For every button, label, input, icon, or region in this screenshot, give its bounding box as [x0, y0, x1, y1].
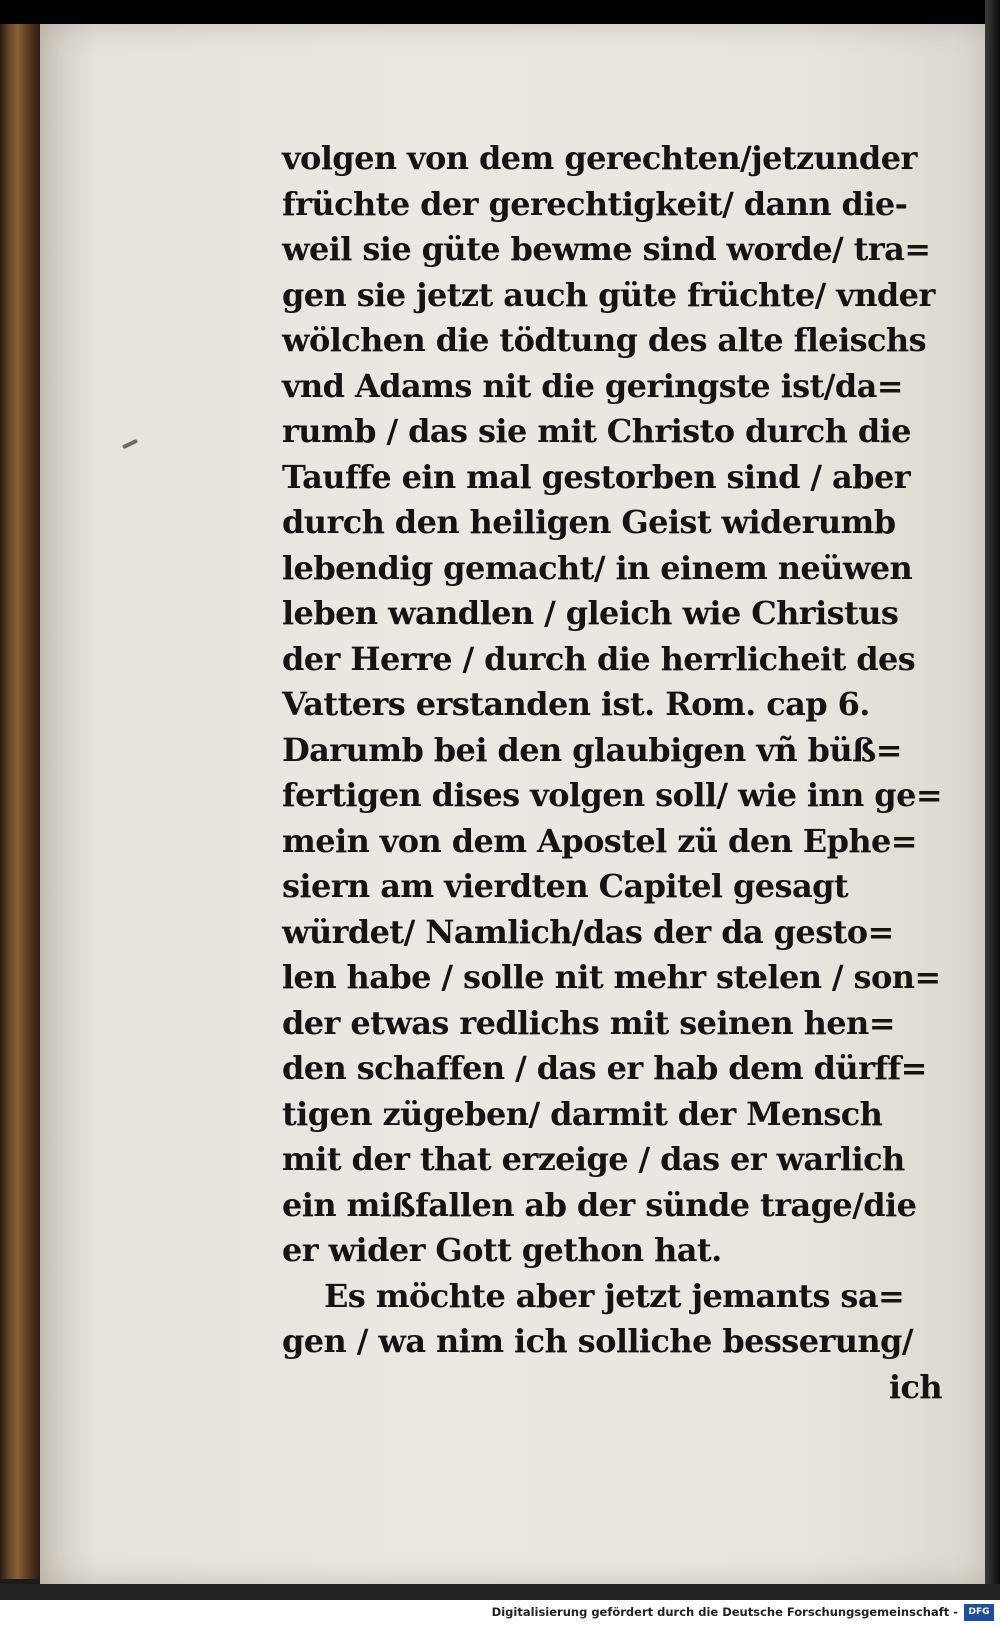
text-line: gen sie jetzt auch güte früchte/ vnder [282, 275, 935, 314]
text-line: durch den heiligen Geist widerumb [282, 503, 896, 541]
catchword: ich [888, 1367, 942, 1406]
margin-mark [122, 439, 138, 449]
right-page-edge [985, 0, 1000, 1628]
text-line: er wider Gott gethon hat. [282, 1231, 722, 1269]
text-line: volgen von dem gerechten/jetzunder [282, 139, 917, 177]
text-line: weil sie güte bewme sind worde/ tra= [282, 230, 931, 268]
text-line: Darumb bei den glaubigen vñ büß= [282, 730, 902, 769]
text-line: len habe / solle nit mehr stelen / son= [282, 958, 941, 996]
text-line: Vatters erstanden ist. Rom. cap 6. [282, 685, 870, 723]
text-line: tigen zügeben/ darmit der Mensch [282, 1094, 883, 1133]
text-line: der etwas redlichs mit seinen hen= [282, 1003, 895, 1042]
dfg-logo-icon: DFG [964, 1604, 994, 1621]
text-line: Tauffe ein mal gestorben sind / aber [282, 457, 910, 496]
text-line: mit der that erzeige / das er warlich [282, 1140, 905, 1178]
text-line: gen / wa nim ich solliche besserung/ [282, 1322, 913, 1360]
bottom-shadow [0, 1584, 1000, 1600]
text-line-paragraph-start: Es möchte aber jetzt jemants sa= [324, 1276, 905, 1315]
text-line: fertigen dises volgen soll/ wie inn ge= [282, 776, 943, 814]
text-line: leben wandlen / gleich wie Christus [282, 594, 899, 632]
text-line: lebendig gemacht/ in einem neüwen [282, 548, 913, 587]
text-line: mein von dem Apostel zü den Ephe= [282, 821, 917, 860]
funding-credit: Digitalisierung gefördert durch die Deutsche Forschungsgemeinschaft - [491, 1605, 958, 1619]
text-line: würdet/ Namlich/das der da gesto= [282, 912, 894, 951]
book-spine-edge [0, 24, 40, 1579]
digitization-footer [0, 1600, 1000, 1628]
text-line: wölchen die tödtung des alte fleischs [282, 321, 927, 359]
page-text [282, 136, 942, 1410]
text-line: rumb / das sie mit Christo durch die [282, 412, 911, 450]
text-line: früchte der gerechtigkeit/ dann die- [282, 184, 908, 223]
text-line: ein mißfallen ab der sünde trage/die [282, 1185, 917, 1224]
text-line: der Herre / durch die herrlicheit des [282, 639, 916, 678]
text-line: siern am vierdten Capitel gesagt [282, 867, 849, 905]
text-line: vnd Adams nit die geringste ist/da= [282, 366, 903, 405]
text-line: den schaffen / das er hab dem dürff= [282, 1049, 927, 1087]
top-shadow [0, 0, 1000, 24]
